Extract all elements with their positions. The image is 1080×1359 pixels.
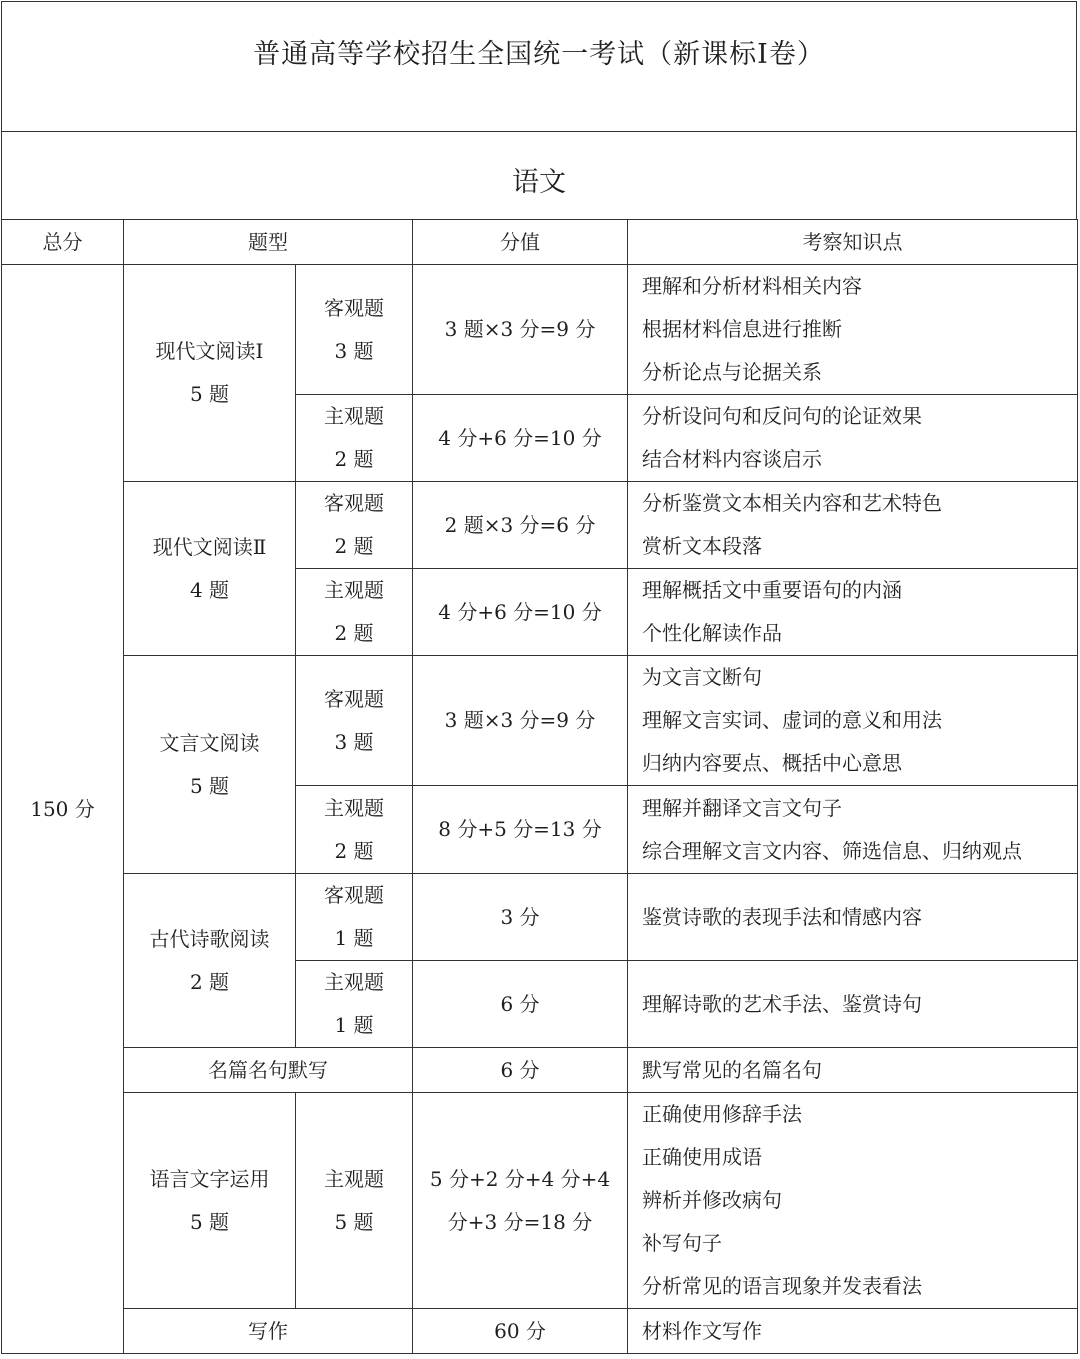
knowledge-cell xyxy=(628,874,1078,961)
section-name-cell xyxy=(124,656,296,874)
header-type: 题型 xyxy=(124,220,413,265)
table-row xyxy=(2,874,1078,961)
header-knowledge: 考察知识点 xyxy=(628,220,1078,265)
score-cell xyxy=(413,1093,628,1309)
score-cell: 3 题×3 分=9 分 xyxy=(413,656,628,786)
score-cell: 2 题×3 分=6 分 xyxy=(413,482,628,569)
question-kind: 主观题 xyxy=(324,970,384,994)
score-line: 分+3 分=18 分 xyxy=(447,1209,593,1234)
knowledge-point: 赏析文本段落 xyxy=(642,534,762,558)
question-kind-cell xyxy=(296,265,413,395)
score-cell: 3 题×3 分=9 分 xyxy=(413,265,628,395)
section-name: 语言文字运用 xyxy=(149,1166,270,1191)
score-cell: 60 分 xyxy=(413,1309,628,1354)
subject-box xyxy=(1,131,1077,220)
knowledge-cell xyxy=(628,1093,1078,1309)
question-kind-count: 1 题 xyxy=(334,1013,374,1037)
question-kind: 主观题 xyxy=(324,1166,384,1191)
table-row xyxy=(2,482,1078,569)
section-name: 现代文阅读Ⅰ xyxy=(155,339,264,363)
score-cell: 6 分 xyxy=(413,1048,628,1093)
question-kind: 主观题 xyxy=(324,795,384,820)
score-cell: 6 分 xyxy=(413,961,628,1048)
knowledge-point: 理解概括文中重要语句的内涵 xyxy=(642,578,902,602)
section-name: 古代诗歌阅读 xyxy=(149,926,270,951)
table-row xyxy=(2,1309,1078,1354)
question-kind-count: 2 题 xyxy=(334,838,374,863)
score-cell: 4 分+6 分=10 分 xyxy=(413,395,628,482)
section-name: 文言文阅读 xyxy=(159,730,260,755)
question-kind-count: 1 题 xyxy=(334,926,374,950)
section-count: 4 题 xyxy=(189,577,230,602)
section-count: 2 题 xyxy=(189,969,230,994)
section-name-cell: 名篇名句默写 xyxy=(124,1048,413,1093)
section-count: 5 题 xyxy=(189,1209,230,1234)
section-count: 5 题 xyxy=(189,773,230,798)
question-kind-cell xyxy=(296,961,413,1048)
title-box xyxy=(1,1,1077,131)
question-kind: 客观题 xyxy=(324,295,384,320)
section-name-cell xyxy=(124,1093,296,1309)
knowledge-point: 个性化解读作品 xyxy=(642,621,782,645)
section-name-cell xyxy=(124,482,296,656)
table-row xyxy=(2,1093,1078,1309)
section-name: 现代文阅读Ⅱ xyxy=(152,534,267,559)
question-kind-count: 2 题 xyxy=(334,447,374,471)
knowledge-cell: 默写常见的名篇名句 xyxy=(628,1048,1078,1093)
knowledge-point: 理解和分析材料相关内容 xyxy=(642,274,862,298)
question-kind-count: 5 题 xyxy=(334,1209,374,1234)
score-line: 5 分+2 分+4 分+4 xyxy=(429,1166,611,1191)
knowledge-cell xyxy=(628,395,1078,482)
knowledge-point: 结合材料内容谈启示 xyxy=(642,447,822,471)
exam-title: 普通高等学校招生全国统一考试（新课标Ⅰ卷） xyxy=(253,39,825,70)
header-total: 总分 xyxy=(2,220,124,265)
table-row xyxy=(2,1048,1078,1093)
question-kind-cell xyxy=(296,786,413,874)
score-cell: 8 分+5 分=13 分 xyxy=(413,786,628,874)
section-name-cell xyxy=(124,265,296,482)
knowledge-point: 为文言文断句 xyxy=(642,665,762,689)
question-kind: 客观题 xyxy=(324,883,384,907)
knowledge-point: 归纳内容要点、概括中心意思 xyxy=(642,751,902,775)
total-score-cell: 150 分 xyxy=(2,265,124,1354)
knowledge-point: 分析常见的语言现象并发表看法 xyxy=(642,1274,922,1298)
knowledge-point: 补写句子 xyxy=(642,1231,722,1255)
exam-structure-table xyxy=(1,219,1078,1354)
question-kind-cell xyxy=(296,656,413,786)
question-kind: 主观题 xyxy=(324,404,384,428)
question-kind-cell xyxy=(296,874,413,961)
question-kind-count: 2 题 xyxy=(334,534,374,558)
question-kind-count: 3 题 xyxy=(334,338,374,363)
knowledge-cell xyxy=(628,482,1078,569)
knowledge-cell: 材料作文写作 xyxy=(628,1309,1078,1354)
knowledge-cell xyxy=(628,569,1078,656)
knowledge-point: 分析论点与论据关系 xyxy=(642,360,822,384)
knowledge-point: 分析鉴赏文本相关内容和艺术特色 xyxy=(642,491,942,515)
score-cell: 4 分+6 分=10 分 xyxy=(413,569,628,656)
knowledge-point: 正确使用修辞手法 xyxy=(642,1102,802,1126)
section-name-cell xyxy=(124,874,296,1048)
question-kind-count: 3 题 xyxy=(334,729,374,754)
question-kind: 客观题 xyxy=(324,686,384,711)
score-cell: 3 分 xyxy=(413,874,628,961)
question-kind: 主观题 xyxy=(324,578,384,602)
section-count: 5 题 xyxy=(189,382,230,406)
question-kind-cell xyxy=(296,482,413,569)
question-kind-cell xyxy=(296,1093,413,1309)
knowledge-point: 鉴赏诗歌的表现手法和情感内容 xyxy=(642,904,922,929)
header-score: 分值 xyxy=(413,220,628,265)
knowledge-point: 理解诗歌的艺术手法、鉴赏诗句 xyxy=(642,991,922,1016)
section-name-cell: 写作 xyxy=(124,1309,413,1354)
knowledge-point: 辨析并修改病句 xyxy=(642,1188,782,1212)
knowledge-cell xyxy=(628,786,1078,874)
knowledge-point: 根据材料信息进行推断 xyxy=(642,317,842,341)
question-kind-cell xyxy=(296,395,413,482)
knowledge-cell xyxy=(628,265,1078,395)
knowledge-cell xyxy=(628,961,1078,1048)
knowledge-cell xyxy=(628,656,1078,786)
knowledge-point: 综合理解文言文内容、筛选信息、归纳观点 xyxy=(642,838,1022,863)
knowledge-point: 分析设问句和反问句的论证效果 xyxy=(642,404,922,428)
knowledge-point: 理解文言实词、虚词的意义和用法 xyxy=(642,708,942,732)
question-kind-count: 2 题 xyxy=(334,621,374,645)
table-row xyxy=(2,265,1078,395)
table-header-row xyxy=(2,220,1078,265)
subject-title: 语文 xyxy=(512,167,566,198)
knowledge-point: 正确使用成语 xyxy=(642,1145,762,1169)
question-kind: 客观题 xyxy=(324,491,384,515)
table-row xyxy=(2,656,1078,786)
question-kind-cell xyxy=(296,569,413,656)
knowledge-point: 理解并翻译文言文句子 xyxy=(642,795,842,820)
